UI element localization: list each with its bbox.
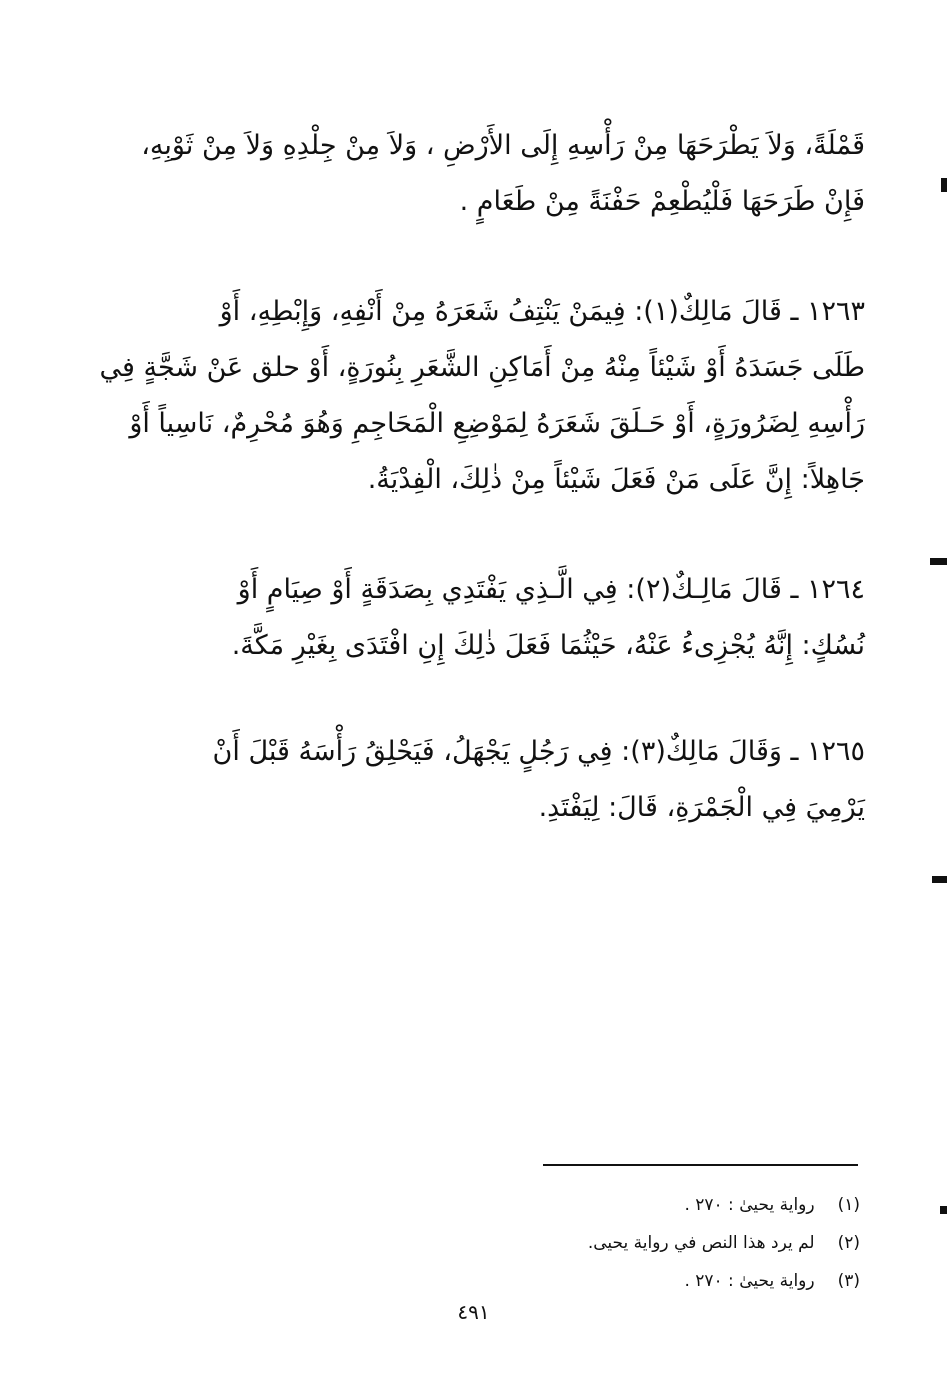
text-line: نُسُكٍ: إِنَّهُ يُجْزِىءُ عَنْهُ، حَيْثُمَا فَعَلَ ذٰلِكَ إِنِ افْتَدَى بِغَيْرِ مَكَّةَ. — [231, 630, 865, 661]
footnote-number: (٣) — [837, 1271, 860, 1291]
text-line: يَرْمِيَ فِي الْجَمْرَةِ، قَالَ: لِيَفْتَدِ. — [538, 792, 865, 823]
footnote-text: لم يرد هذا النص في رواية يحيى. — [587, 1233, 815, 1253]
text-line: رَأْسِهِ لِضَرُورَةٍ، أَوْ حَـلَقَ شَعَرَهُ لِمَوْضِعِ الْمَحَاجِمِ وَهُوَ مُحْرِمٌ، نَاسِياً أَوْ — [129, 408, 865, 439]
text-line: قَمْلَةً، وَلاَ يَطْرَحَهَا مِنْ رَأْسِهِ إِلَى الأَرْضِ ، وَلاَ مِنْ جِلْدِهِ وَلاَ مِنْ ثَوْبِهِ، — [141, 130, 865, 161]
text-line: فَإِنْ طَرَحَهَا فَلْيُطْعِمْ حَفْنَةً مِنْ طَعَامٍ . — [459, 186, 865, 217]
footnote-3 — [400, 1262, 860, 1300]
scan-edge-mark — [940, 1206, 947, 1214]
text-line: ١٢٦٣ ـ قَالَ مَالِكٌ(١): فِيمَنْ يَنْتِفُ شَعَرَهُ مِنْ أَنْفِهِ، وَإِبْطِهِ، أَوْ — [219, 296, 865, 327]
footnote-number: (١) — [837, 1195, 860, 1215]
paragraph-1264 — [150, 562, 865, 674]
scan-edge-mark — [930, 558, 947, 565]
scan-edge-mark — [941, 178, 947, 192]
paragraph-1265 — [150, 724, 865, 836]
footnote-1 — [400, 1186, 860, 1224]
page-number: ٤٩١ — [457, 1300, 490, 1324]
footnote-divider — [543, 1164, 858, 1166]
text-line: ١٢٦٤ ـ قَالَ مَالِـكٌ(٢): فِي الَّـذِي يَفْتَدِي بِصَدَقَةٍ أَوْ صِيَامٍ أَوْ — [237, 574, 865, 605]
paragraph-1262-continuation — [141, 118, 865, 230]
footnotes — [400, 1186, 860, 1300]
footnote-text: رواية يحيىٰ : ٢٧٠ . — [684, 1271, 815, 1291]
footnote-2 — [400, 1224, 860, 1262]
scan-edge-mark — [932, 876, 947, 883]
text-line: ١٢٦٥ ـ وَقَالَ مَالِكٌ(٣): فِي رَجُلٍ يَجْهَلُ، فَيَحْلِقُ رَأْسَهُ قَبْلَ أَنْ — [212, 736, 865, 767]
text-line: طَلَى جَسَدَهُ أَوْ شَيْئاً مِنْهُ مِنْ أَمَاكِنِ الشَّعَرِ بِنُورَةٍ، أَوْ حلق عَنْ شَجَّةٍ فِي — [99, 352, 865, 383]
text-line: جَاهِلاً: إِنَّ عَلَى مَنْ فَعَلَ شَيْئاً مِنْ ذٰلِكَ، الْفِدْيَةُ. — [367, 464, 865, 495]
footnote-number: (٢) — [837, 1233, 860, 1253]
paragraph-1263 — [99, 284, 865, 508]
footnote-text: رواية يحيىٰ : ٢٧٠ . — [684, 1195, 815, 1215]
